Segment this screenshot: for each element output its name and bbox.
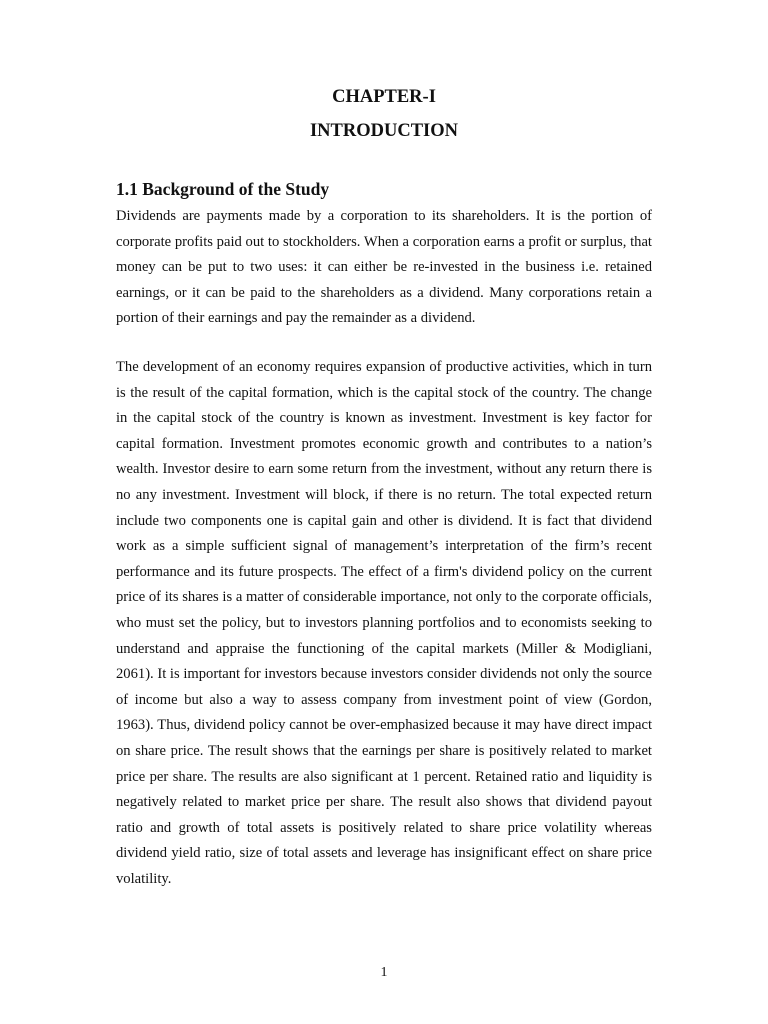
chapter-number: CHAPTER-I — [332, 87, 436, 107]
section-heading: 1.1 Background of the Study — [116, 179, 330, 199]
paragraph: The development of an economy requires expansion of productive activities, which in turn is the result of the capital formation, which is the capital stock of the country. The change in the capital stock of the country is known as investment. Investment is key factor for capital formation. Investment promotes economic growth and contributes to a nation’s wealth. Investor desire to earn some return from the investment, without any return there is no any investment. Investment will block, if there is no return. The total expected return include two components one is capital gain and other is dividend. It is fact that dividend work as a simple sufficient signal of management’s interpretation of the firm’s recent performance and its future prospects. The effect of a firm's dividend policy on the current price of its shares is a matter of considerable importance, not only to the corporate officials, who must set the policy, but to investors planning portfolios and to economists seeking to understand and appraise the functioning of the capital markets (Miller & Modigliani, 2061). It is important for investors because investors consider dividends not only the source of income but also a way to assess company from investment point of view (Gordon, 1963). Thus, dividend policy cannot be over-emphasized because it may have direct impact on share price. The result shows that the earnings per share is positively related to market price per share. The results are also significant at 1 percent. Retained ratio and liquidity is negatively related to market price per share. The result also shows that dividend payout ratio and growth of total assets is positively related to share price volatility whereas dividend yield ratio, size of total assets and leverage has insignificant effect on share price volatility. — [116, 359, 652, 887]
chapter-title: INTRODUCTION — [309, 121, 459, 141]
page-number: 1 — [380, 965, 388, 980]
paragraph: Dividends are payments made by a corporation to its shareholders. It is the portion of corporate profits paid out to stockholders. When a corporation earns a profit or surplus, that money can be put to two uses: it can either be re-invested in the business i.e. retained earnings, or it can be paid to the shareholders as a dividend. Many corporations retain a portion of their earnings and pay the remainder as a dividend. — [116, 208, 652, 327]
